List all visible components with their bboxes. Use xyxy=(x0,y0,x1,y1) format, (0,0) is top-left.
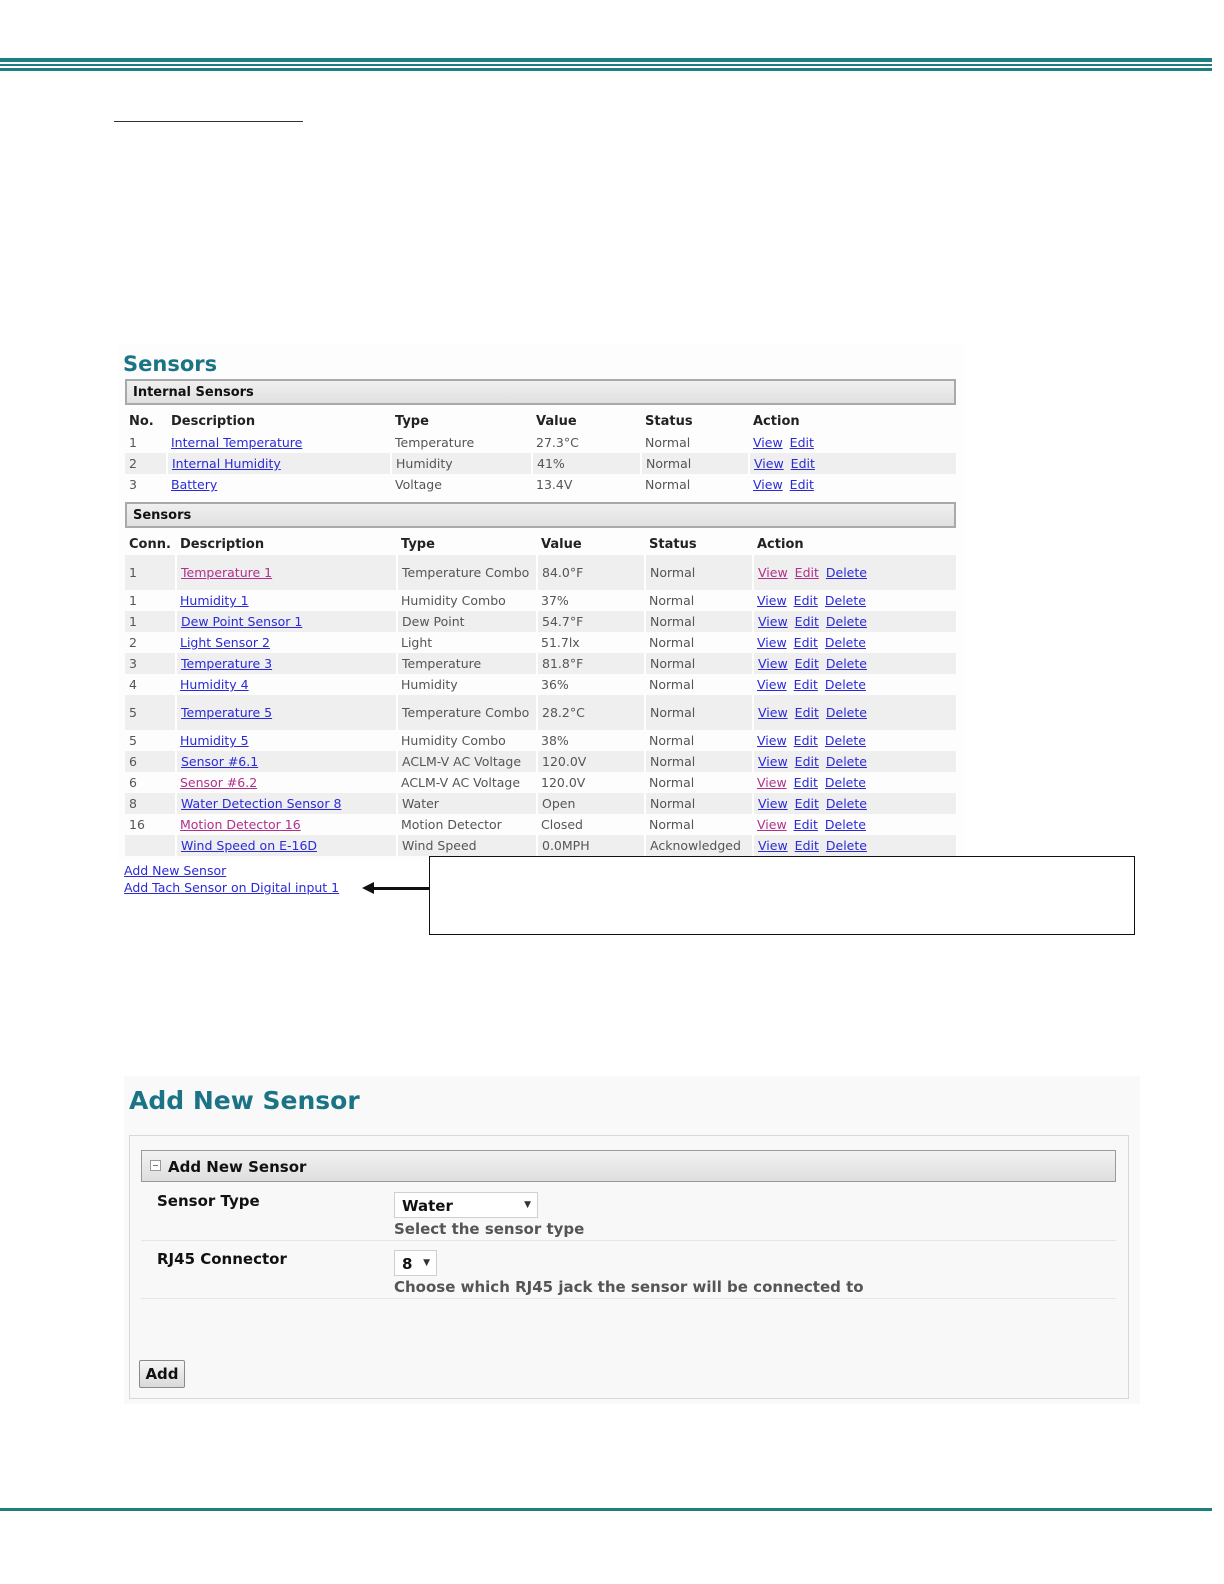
sensor-type: Wind Speed xyxy=(397,835,537,856)
sensor-type-select[interactable] xyxy=(394,1192,538,1218)
panel-header xyxy=(141,1150,1116,1182)
sensor-status: Normal xyxy=(645,611,753,632)
sensor-value: 51.7lx xyxy=(541,635,580,650)
delete-link[interactable]: Delete xyxy=(825,705,867,720)
internal-sensors-header: Internal Sensors xyxy=(125,379,956,405)
view-link[interactable]: View xyxy=(757,677,787,692)
column-header: Action xyxy=(753,413,800,429)
sensor-value: 84.0°F xyxy=(537,555,645,590)
add-sensor-screenshot xyxy=(124,1076,1140,1404)
table-row xyxy=(125,474,957,495)
table-row xyxy=(125,674,957,695)
top-rule xyxy=(0,58,1212,72)
sensor-status: Normal xyxy=(645,695,753,730)
row-number: 2 xyxy=(125,453,167,474)
connector-help: Choose which RJ45 jack the sensor will be connected to xyxy=(394,1278,864,1296)
sensor-status: Normal xyxy=(645,435,691,450)
table-row xyxy=(125,555,957,590)
column-header: Value xyxy=(536,413,577,429)
connector-number: 6 xyxy=(129,775,137,790)
delete-link[interactable]: Delete xyxy=(825,838,867,853)
view-link[interactable]: View xyxy=(758,565,788,580)
sensor-type: ACLM-V AC Voltage xyxy=(401,774,521,790)
sensor-value: 37% xyxy=(541,593,569,608)
sensor-value: 0.0MPH xyxy=(537,835,645,856)
connector-number: 5 xyxy=(125,695,176,730)
table-row xyxy=(125,730,957,751)
connector-number: 4 xyxy=(129,677,137,692)
delete-link[interactable]: Delete xyxy=(824,733,866,748)
column-header: Status xyxy=(649,536,697,552)
arrow-line xyxy=(372,887,430,890)
chevron-down-icon: ▼ xyxy=(524,1200,531,1210)
sensor-link[interactable]: Temperature 1 xyxy=(181,565,273,580)
sensor-link[interactable]: Light Sensor 2 xyxy=(180,635,270,650)
column-header: Type xyxy=(401,536,435,552)
sensor-link[interactable]: Dew Point Sensor 1 xyxy=(181,614,303,629)
view-link[interactable]: View xyxy=(758,796,788,811)
table-row xyxy=(125,835,957,856)
sensor-status: Normal xyxy=(645,793,753,814)
sensor-type-label: Sensor Type xyxy=(157,1192,260,1210)
sensor-value: 27.3°C xyxy=(536,435,579,450)
table-row xyxy=(125,653,957,674)
delete-link[interactable]: Delete xyxy=(824,817,866,832)
sensor-link[interactable]: Temperature 5 xyxy=(181,705,273,720)
view-link[interactable]: View xyxy=(758,656,788,671)
connector-number: 6 xyxy=(125,751,176,772)
sensor-link[interactable]: Wind Speed on E-16D xyxy=(181,838,318,853)
sensor-value: 120.0V xyxy=(537,751,645,772)
connector-number: 1 xyxy=(125,555,176,590)
sensor-value: Open xyxy=(537,793,645,814)
sensors-table xyxy=(125,533,958,856)
sensor-value: 28.2°C xyxy=(537,695,645,730)
edit-link[interactable]: Edit xyxy=(789,477,814,492)
footer-links xyxy=(124,862,339,896)
delete-link[interactable]: Delete xyxy=(824,677,866,692)
table-row xyxy=(125,453,957,474)
sensor-type: Temperature Combo xyxy=(397,555,537,590)
sensor-link[interactable]: Internal Humidity xyxy=(172,456,281,471)
row-number: 1 xyxy=(129,435,137,450)
sensor-status: Normal xyxy=(645,477,691,492)
edit-link[interactable]: Edit xyxy=(793,775,818,790)
connector-number: 5 xyxy=(129,733,137,748)
sensor-type-help: Select the sensor type xyxy=(394,1220,585,1238)
sensor-status: Normal xyxy=(641,453,749,474)
connector-select[interactable] xyxy=(394,1250,437,1276)
sensor-value: 120.0V xyxy=(541,775,586,790)
edit-link[interactable]: Edit xyxy=(794,838,819,853)
sensor-type: Humidity xyxy=(401,676,458,692)
sensor-type: Motion Detector xyxy=(401,816,502,832)
sensor-link[interactable]: Sensor #6.1 xyxy=(181,754,259,769)
column-header: Action xyxy=(757,536,804,552)
sensor-link[interactable]: Humidity 4 xyxy=(180,677,249,692)
sensor-link[interactable]: Temperature 3 xyxy=(181,656,273,671)
connector-number: 2 xyxy=(129,635,137,650)
edit-link[interactable]: Edit xyxy=(794,565,819,580)
connector-number: 1 xyxy=(125,611,176,632)
delete-link[interactable]: Delete xyxy=(825,614,867,629)
sensor-value: 41% xyxy=(532,453,641,474)
sensor-value: 13.4V xyxy=(536,477,573,492)
table-row xyxy=(125,632,957,653)
delete-link[interactable]: Delete xyxy=(824,635,866,650)
sensor-value: 38% xyxy=(541,733,569,748)
sensor-value: 36% xyxy=(541,677,569,692)
column-header: Description xyxy=(180,536,265,552)
sensor-value: 81.8°F xyxy=(537,653,645,674)
sensor-type: Humidity Combo xyxy=(401,592,506,608)
sensor-type-value: Water xyxy=(402,1197,453,1215)
sensor-link[interactable]: Sensor #6.2 xyxy=(180,775,258,790)
table-row xyxy=(125,590,957,611)
add-new-sensor-link[interactable]: Add New Sensor xyxy=(124,863,227,878)
view-link[interactable]: View xyxy=(757,733,787,748)
column-header: Description xyxy=(171,413,256,429)
sensor-status: Normal xyxy=(649,817,695,832)
connector-number: 8 xyxy=(125,793,176,814)
column-header: Conn. xyxy=(129,536,171,552)
sensor-link[interactable]: Humidity 1 xyxy=(180,593,249,608)
view-link[interactable]: View xyxy=(757,635,787,650)
table-row xyxy=(125,772,957,793)
sensor-status: Normal xyxy=(649,593,695,608)
row-number: 3 xyxy=(129,477,137,492)
sensor-link[interactable]: Humidity 5 xyxy=(180,733,249,748)
delete-link[interactable]: Delete xyxy=(825,796,867,811)
table-row xyxy=(125,611,957,632)
connector-number xyxy=(125,835,176,856)
view-link[interactable]: View xyxy=(758,614,788,629)
edit-link[interactable]: Edit xyxy=(793,733,818,748)
sensor-type: Temperature Combo xyxy=(397,695,537,730)
sensor-type-row xyxy=(141,1182,1116,1241)
sensor-status: Normal xyxy=(649,775,695,790)
connector-row xyxy=(141,1240,1116,1299)
sensor-type: Humidity Combo xyxy=(401,732,506,748)
sensor-status: Normal xyxy=(649,677,695,692)
bottom-rule xyxy=(0,1508,1212,1511)
view-link[interactable]: View xyxy=(757,593,787,608)
connector-number: 3 xyxy=(125,653,176,674)
edit-link[interactable]: Edit xyxy=(790,456,815,471)
add-sensor-title: Add New Sensor xyxy=(129,1086,360,1115)
connector-value: 8 xyxy=(402,1255,413,1273)
edit-link[interactable]: Edit xyxy=(793,635,818,650)
column-header: No. xyxy=(129,413,154,429)
callout-box xyxy=(429,856,1135,935)
sensor-link[interactable]: Battery xyxy=(171,477,218,492)
page-title: Sensors xyxy=(123,352,218,376)
edit-link[interactable]: Edit xyxy=(793,593,818,608)
sensor-value: Closed xyxy=(541,817,583,832)
add-tach-sensor-link[interactable]: Add Tach Sensor on Digital input 1 xyxy=(124,880,340,895)
table-row xyxy=(125,814,957,835)
column-header: Value xyxy=(541,536,582,552)
edit-link[interactable]: Edit xyxy=(794,705,819,720)
column-header: Type xyxy=(395,413,429,429)
panel-title: Add New Sensor xyxy=(168,1158,307,1176)
view-link[interactable]: View xyxy=(758,838,788,853)
sensor-status: Acknowledged xyxy=(645,835,753,856)
table-row xyxy=(125,695,957,730)
connector-number: 16 xyxy=(129,817,145,832)
view-link[interactable]: View xyxy=(757,817,787,832)
collapse-icon[interactable] xyxy=(150,1160,161,1171)
sensor-type: Dew Point xyxy=(397,611,537,632)
heading-underline xyxy=(114,121,303,122)
sensor-status: Normal xyxy=(649,635,695,650)
delete-link[interactable]: Delete xyxy=(824,593,866,608)
sensor-type: Humidity xyxy=(391,453,532,474)
sensor-status: Normal xyxy=(645,653,753,674)
chevron-down-icon: ▼ xyxy=(423,1258,430,1268)
internal-sensors-table xyxy=(125,410,958,495)
delete-link[interactable]: Delete xyxy=(825,565,867,580)
sensor-link[interactable]: Internal Temperature xyxy=(171,435,303,450)
edit-link[interactable]: Edit xyxy=(793,817,818,832)
sensors-screenshot xyxy=(118,345,964,895)
edit-link[interactable]: Edit xyxy=(789,435,814,450)
delete-link[interactable]: Delete xyxy=(825,754,867,769)
sensors-header: Sensors xyxy=(125,502,956,528)
delete-link[interactable]: Delete xyxy=(825,656,867,671)
sensor-type: Temperature xyxy=(397,653,537,674)
edit-link[interactable]: Edit xyxy=(794,614,819,629)
table-row xyxy=(125,751,957,772)
sensor-type: Water xyxy=(397,793,537,814)
column-header: Status xyxy=(645,413,693,429)
sensor-link[interactable]: Water Detection Sensor 8 xyxy=(181,796,342,811)
edit-link[interactable]: Edit xyxy=(794,656,819,671)
sensor-status: Normal xyxy=(649,733,695,748)
add-button[interactable]: Add xyxy=(139,1360,185,1388)
sensor-status: Normal xyxy=(645,555,753,590)
sensor-link[interactable]: Motion Detector 16 xyxy=(180,817,301,832)
view-link[interactable]: View xyxy=(754,456,784,471)
view-link[interactable]: View xyxy=(758,705,788,720)
sensor-status: Normal xyxy=(645,751,753,772)
sensor-value: 54.7°F xyxy=(537,611,645,632)
view-link[interactable]: View xyxy=(753,477,783,492)
sensor-type: Temperature xyxy=(395,435,475,450)
view-link[interactable]: View xyxy=(758,754,788,769)
view-link[interactable]: View xyxy=(753,435,783,450)
connector-label: RJ45 Connector xyxy=(157,1250,287,1268)
sensor-type: ACLM-V AC Voltage xyxy=(397,751,537,772)
view-link[interactable]: View xyxy=(757,775,787,790)
connector-number: 1 xyxy=(129,593,137,608)
delete-link[interactable]: Delete xyxy=(824,775,866,790)
edit-link[interactable]: Edit xyxy=(793,677,818,692)
add-sensor-panel xyxy=(129,1135,1129,1399)
sensor-type: Voltage xyxy=(395,477,442,492)
sensor-type: Light xyxy=(401,634,433,650)
table-row xyxy=(125,793,957,814)
edit-link[interactable]: Edit xyxy=(794,796,819,811)
table-row xyxy=(125,432,957,453)
edit-link[interactable]: Edit xyxy=(794,754,819,769)
